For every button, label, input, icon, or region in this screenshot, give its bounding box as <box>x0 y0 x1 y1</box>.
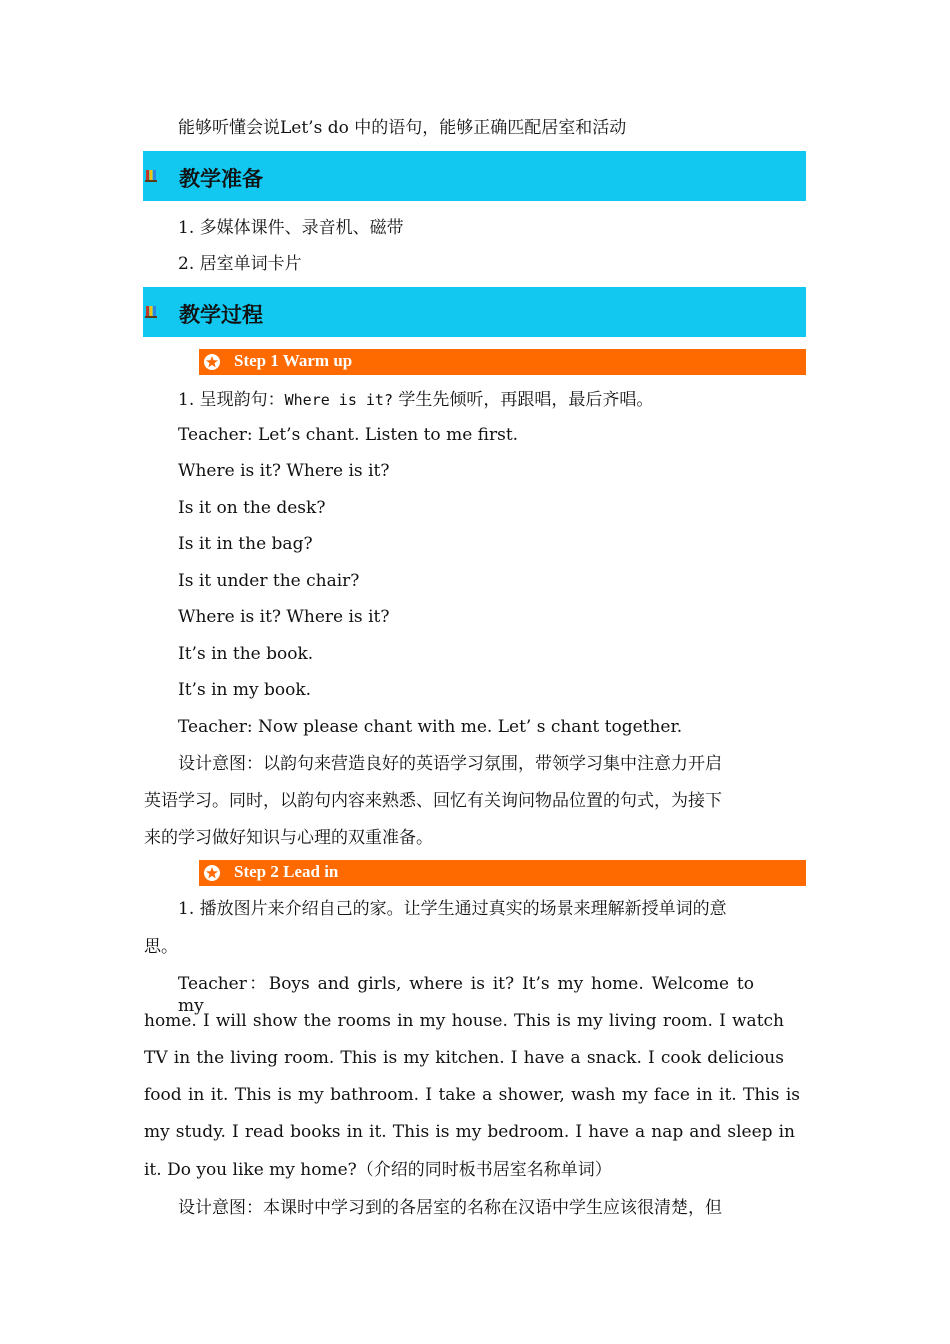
chant-line: Is it on the desk? <box>178 498 326 518</box>
books-bullet-icon <box>145 305 157 319</box>
chant-line: Is it in the bag? <box>178 534 313 554</box>
intro-line: 能够听懂会说Let’s do 中的语句，能够正确匹配居室和活动 <box>178 118 627 138</box>
step-header-lead-in <box>199 860 806 886</box>
step-label: Step 1 Warm up <box>234 351 353 370</box>
chant-line: Where is it? Where is it? <box>178 607 390 627</box>
teacher-text-line: TV in the living room. This is my kitchen. I have a snack. I cook delicious <box>144 1048 784 1068</box>
teacher-text-line: Teacher：Boys and girls, where is it? It’s my home. Welcome to my <box>178 974 754 1016</box>
section-title: 教学过程 <box>179 303 263 327</box>
teacher-text-line: home. I will show the rooms in my house. This is my living room. I watch <box>144 1011 784 1031</box>
prep-item: 2. 居室单词卡片 <box>178 254 302 274</box>
chant-line: It’s in the book. <box>178 644 314 664</box>
chant-line: Teacher: Now please chant with me. Let’ s chant together. <box>178 717 683 737</box>
step2-instruction-line: 1. 播放图片来介绍自己的家。让学生通过真实的场景来理解新授单词的意 <box>178 899 727 919</box>
instruction-suffix: 学生先倾听，再跟唱，最后齐唱。 <box>393 390 654 410</box>
step-header-warm-up <box>199 349 806 375</box>
chant-line: Where is it? Where is it? <box>178 461 390 481</box>
books-bullet-icon <box>145 169 157 183</box>
section-title: 教学准备 <box>179 167 263 191</box>
design-intent-line: 来的学习做好知识与心理的双重准备。 <box>144 828 433 848</box>
teacher-text-line: it. Do you like my home?（介绍的同时板书居室名称单词） <box>144 1160 612 1180</box>
section-header-preparation <box>143 151 806 201</box>
teacher-text-line: my study. I read books in it. This is my bedroom. I have a nap and sleep in <box>144 1122 795 1142</box>
design-intent-line: 设计意图：以韵句来营造良好的英语学习氛围，带领学习集中注意力开启 <box>178 754 722 774</box>
instruction-prefix: 1. 呈现韵句： <box>178 390 285 410</box>
star-circle-icon <box>203 864 221 882</box>
chant-line: It’s in my book. <box>178 680 312 700</box>
design-intent-line: 英语学习。同时，以韵句内容来熟悉、回忆有关询问物品位置的句式，为接下 <box>144 791 722 811</box>
chant-line: Is it under the chair? <box>178 571 360 591</box>
step1-instruction <box>178 389 653 411</box>
star-circle-icon <box>203 353 221 371</box>
section-header-process <box>143 287 806 337</box>
teacher-text-line: food in it. This is my bathroom. I take a shower, wash my face in it. This is <box>144 1085 800 1105</box>
step2-instruction-line: 思。 <box>144 937 178 957</box>
instruction-code: Where is it? <box>284 391 393 409</box>
chant-line: Teacher: Let’s chant. Listen to me first. <box>178 425 519 445</box>
step-label: Step 2 Lead in <box>234 862 339 881</box>
prep-item: 1. 多媒体课件、录音机、磁带 <box>178 218 404 238</box>
design-intent-line: 设计意图：本课时中学习到的各居室的名称在汉语中学生应该很清楚，但 <box>178 1198 722 1218</box>
